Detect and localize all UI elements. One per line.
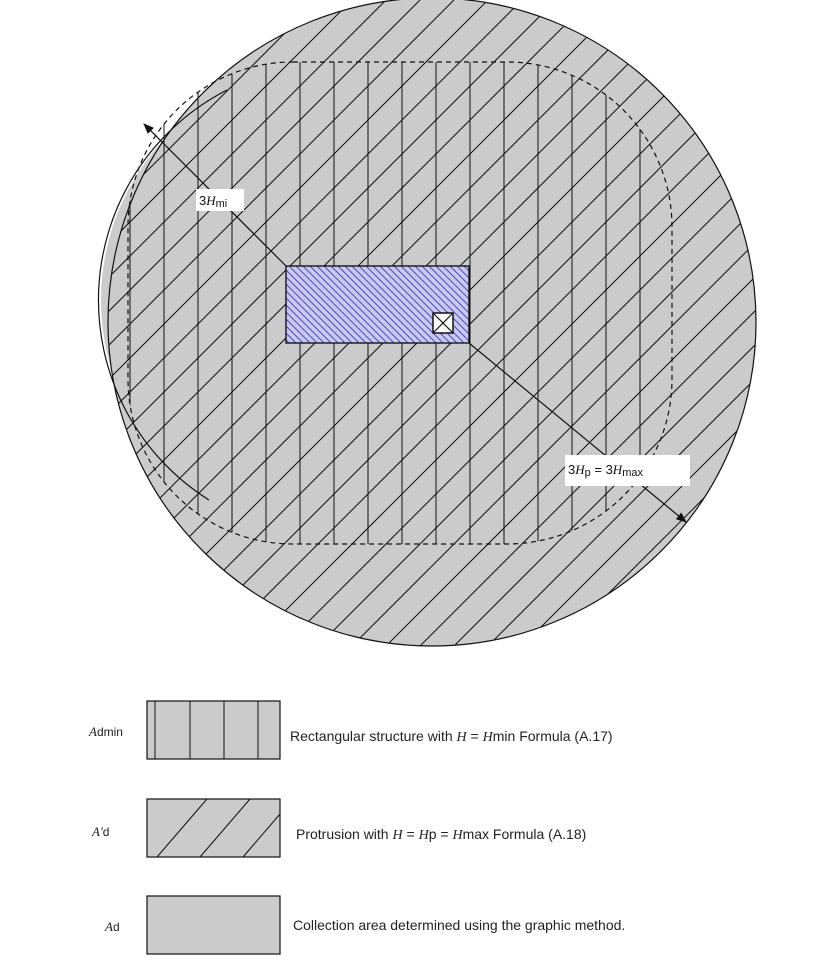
svg-text:3Hmi: 3Hmi [199,193,228,210]
legend-symbol-ad-prime: A′d [92,824,110,839]
hmi-label [196,189,244,211]
svg-text:3Hp = 3Hmax: 3Hp = 3Hmax [568,462,643,479]
legend-text-admin: Rectangular structure with H = Hmin Formula (A.17) [290,728,613,745]
legend-symbol-ad: Ad [105,919,120,934]
hmax-label [565,455,690,486]
protrusion-marker [433,313,453,333]
legend-text-ad: Collection area determined using the graphic method. [293,917,626,933]
legend-swatch-ad [147,896,280,954]
legend-swatch-ad-prime [147,799,280,857]
legend-swatch-admin [147,701,280,759]
legend-symbol-admin: Admin [89,724,123,739]
legend-text-ad-prime: Protrusion with H = Hp = Hmax Formula (A.18) [296,826,587,843]
